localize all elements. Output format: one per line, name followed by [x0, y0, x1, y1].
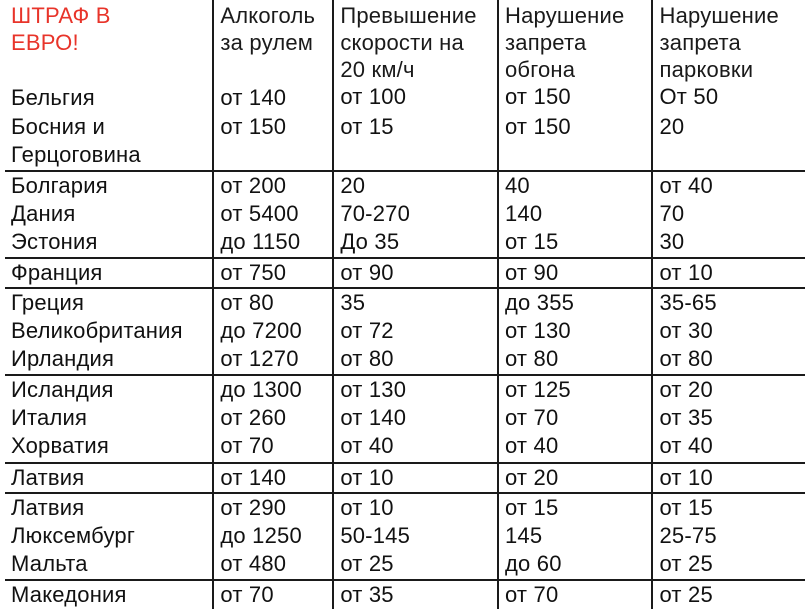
header-speeding-line-3: 20 км/ч: [340, 57, 415, 82]
speeding-cell: 20 70-270 До 35: [333, 171, 498, 258]
header-speeding-line-1: Превышение: [340, 3, 477, 28]
table-row: [5, 171, 805, 258]
speeding-cell: от 10: [333, 463, 498, 493]
table-row: [5, 113, 805, 171]
belgium-alcohol: от 140: [220, 85, 287, 110]
speeding-cell: от 10 50-145 от 25: [333, 493, 498, 580]
table-title-line-1: ШТРАФ В: [11, 3, 111, 28]
alcohol-cell: от 290 до 1250 от 480: [213, 493, 333, 580]
overtaking-cell: от 125 от 70 от 40: [498, 375, 653, 463]
overtaking-cell: от 150: [498, 113, 653, 171]
header-row: [5, 0, 805, 113]
table-row: [5, 580, 805, 609]
header-speeding-line-2: скорости на: [340, 30, 464, 55]
speeding-cell: от 15: [333, 113, 498, 171]
header-overtaking: [498, 0, 653, 113]
overtaking-cell: 40 140 от 15: [498, 171, 653, 258]
country-cell: Исландия Италия Хорватия: [5, 375, 213, 463]
overtaking-cell: от 20: [498, 463, 653, 493]
parking-cell: от 10: [652, 463, 805, 493]
overtaking-cell: от 90: [498, 258, 653, 288]
country-cell: Греция Великобритания Ирландия: [5, 288, 213, 375]
header-alcohol: [213, 0, 333, 113]
country-cell: Македония: [11, 582, 127, 607]
title-cell: [5, 0, 213, 113]
parking-cell: от 15 25-75 от 25: [652, 493, 805, 580]
alcohol-cell: от 80 до 7200 от 1270: [213, 288, 333, 375]
country-cell: Болгария Дания Эстония: [5, 171, 213, 258]
parking-cell: 35-65 от 30 от 80: [652, 288, 805, 375]
speeding-cell: 35 от 72 от 80: [333, 288, 498, 375]
header-parking: [652, 0, 805, 113]
header-speeding: [333, 0, 498, 113]
header-alcohol-line-1: Алкоголь: [220, 3, 316, 28]
alcohol-cell: от 200 от 5400 до 1150: [213, 171, 333, 258]
parking-cell: от 10: [652, 258, 805, 288]
speeding-cell: от 130 от 140 от 40: [333, 375, 498, 463]
overtaking-cell: от 70: [498, 580, 653, 609]
parking-cell: от 40 70 30: [652, 171, 805, 258]
header-parking-line-1: Нарушение: [659, 3, 779, 28]
alcohol-cell: до 1300 от 260 от 70: [213, 375, 333, 463]
country-cell: Латвия: [5, 463, 213, 493]
table-row: [5, 288, 805, 375]
parking-cell: от 20 от 35 от 40: [652, 375, 805, 463]
alcohol-cell: от 150: [213, 113, 333, 171]
header-alcohol-line-2: за рулем: [220, 30, 314, 55]
belgium-overtaking: от 150: [504, 84, 571, 109]
country-belgium: Бельгия: [11, 85, 95, 110]
alcohol-cell: от 70: [213, 580, 333, 609]
speeding-cell: от 90: [333, 258, 498, 288]
overtaking-cell: от 15 145 до 60: [498, 493, 653, 580]
table-title-line-2: ЕВРО!: [11, 30, 79, 55]
table-row: [5, 258, 805, 288]
header-overtaking-line-1: Нарушение: [504, 3, 625, 28]
parking-cell: 20: [652, 113, 805, 171]
header-overtaking-line-3: обгона: [504, 57, 576, 82]
table-body: [5, 113, 805, 609]
header-overtaking-line-2: запрета: [504, 30, 587, 55]
speeding-cell: от 35: [333, 580, 498, 609]
country-cell: Латвия Люксембург Мальта: [5, 493, 213, 580]
belgium-speeding: от 100: [340, 84, 407, 109]
table-row: [5, 463, 805, 493]
table-row: [5, 375, 805, 463]
belgium-parking: От 50: [659, 84, 719, 109]
header-parking-line-3: парковки: [659, 57, 754, 82]
country-cell: Босния и Герцоговина: [5, 113, 213, 171]
country-cell: Франция: [5, 258, 213, 288]
header-parking-line-2: запрета: [659, 30, 741, 55]
fines-table: [5, 0, 805, 609]
overtaking-cell: до 355 от 130 от 80: [498, 288, 653, 375]
parking-cell: от 25: [652, 580, 805, 609]
table-row: [5, 493, 805, 580]
alcohol-cell: от 750: [213, 258, 333, 288]
alcohol-cell: от 140: [213, 463, 333, 493]
